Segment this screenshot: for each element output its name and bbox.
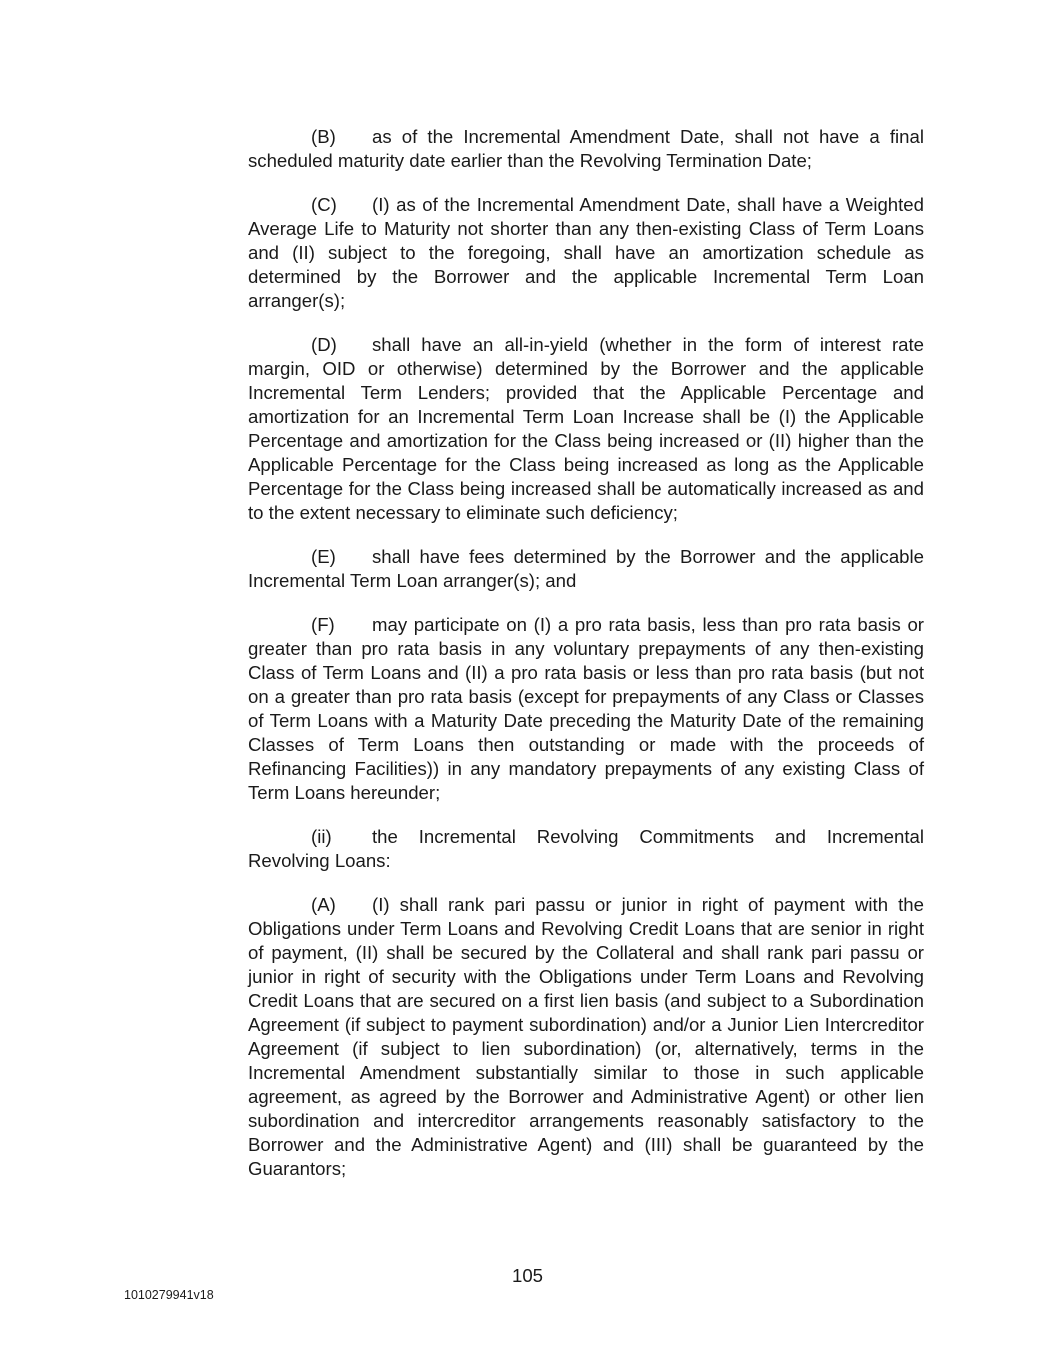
paragraph-label: (C)	[311, 194, 337, 215]
paragraph-text: shall have fees determined by the Borrower and the applicable Incremental Term Loan arranger(s); and	[248, 546, 924, 591]
paragraph-b	[248, 125, 924, 173]
paragraph-f	[248, 613, 924, 805]
paragraph-text: (I) shall rank pari passu or junior in right of payment with the Obligations under Term Loans and Revolving Credit Loans that are senior in right of payment, (II) shall be secured by the Collateral and shall rank pari passu or junior in right of security with the Obligations under Term Loans and Revolving Credit Loans that are secured on a first lien basis (and subject to a Subordination Agreement (if subject to payment subordination) and/or a Junior Lien Intercreditor Agreement (if subject to lien subordination) (or, alternatively, terms in the Incremental Amendment substantially similar to those in such applicable agreement, as agreed by the Borrower and Administrative Agent) or other lien subordination and intercreditor arrangements reasonably satisfactory to the Borrower and the Administrative Agent) and (III) shall be guaranteed by the Guarantors;	[248, 894, 924, 1179]
paragraph-text: as of the Incremental Amendment Date, shall not have a final scheduled maturity date earlier than the Revolving Termination Date;	[248, 126, 924, 171]
paragraph-e	[248, 545, 924, 593]
document-body	[248, 125, 924, 1201]
page-number: 105	[511, 1265, 544, 1286]
paragraph-ii	[248, 825, 924, 873]
paragraph-label: (D)	[311, 334, 337, 355]
document-id: 1010279941v18	[124, 1288, 214, 1302]
paragraph-label: (F)	[311, 614, 335, 635]
paragraph-label: (A)	[311, 894, 336, 915]
paragraph-c	[248, 193, 924, 313]
paragraph-d	[248, 333, 924, 525]
paragraph-label: (E)	[311, 546, 336, 567]
paragraph-text: (I) as of the Incremental Amendment Date, shall have a Weighted Average Life to Maturity not shorter than any then-existing Class of Term Loans and (II) subject to the foregoing, shall have an amortization schedule as determined by the Borrower and the applicable Incremental Term Loan arranger(s);	[248, 194, 924, 311]
paragraph-label: (B)	[311, 126, 336, 147]
paragraph-a	[248, 893, 924, 1181]
paragraph-text: shall have an all-in-yield (whether in the form of interest rate margin, OID or otherwise) determined by the Borrower and the applicable Incremental Term Lenders; provided that the Applicable Percentage and amortization for an Incremental Term Loan Increase shall be (I) the Applicable Percentage and amortization for the Class being increased or (II) higher than the Applicable Percentage for the Class being increased as long as the Applicable Percentage for the Class being increased shall be automatically increased as and to the extent necessary to eliminate such deficiency;	[248, 334, 924, 523]
paragraph-label: (ii)	[311, 826, 332, 847]
paragraph-text: may participate on (I) a pro rata basis, less than pro rata basis or greater than pro rata basis in any voluntary prepayments of any then-existing Class of Term Loans and (II) a pro rata basis or less than pro rata basis (but not on a greater than pro rata basis (except for prepayments of any Class or Classes of Term Loans with a Maturity Date preceding the Maturity Date of the remaining Classes of Term Loans then outstanding or made with the proceeds of Refinancing Facilities)) in any mandatory prepayments of any existing Class of Term Loans hereunder;	[248, 614, 924, 803]
paragraph-text: the Incremental Revolving Commitments and Incremental Revolving Loans:	[248, 826, 924, 871]
